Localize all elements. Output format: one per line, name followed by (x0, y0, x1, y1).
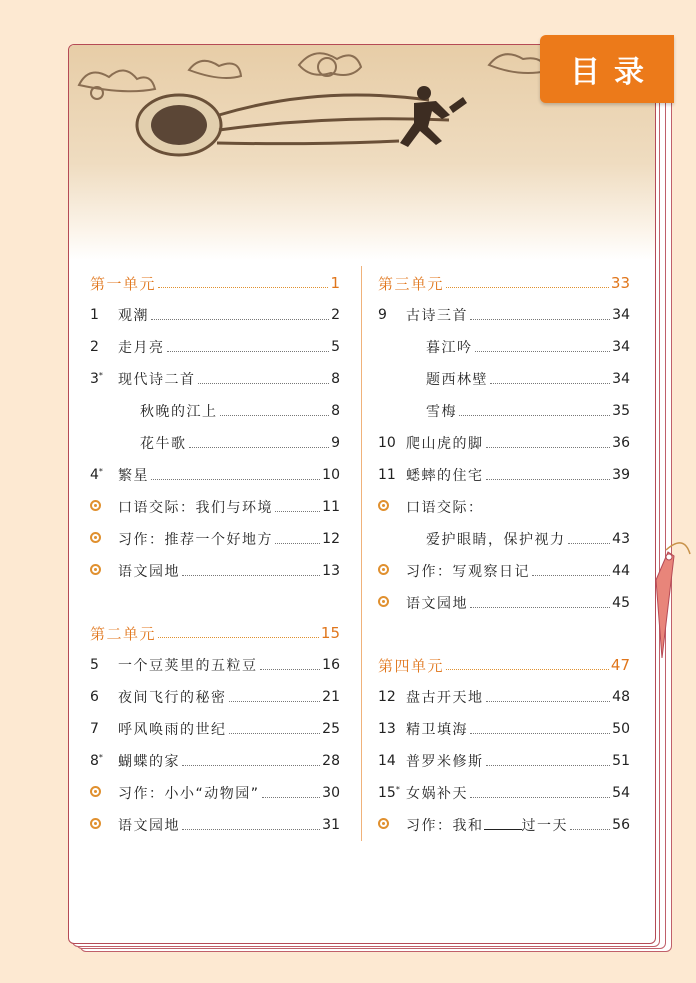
entry-number: 15* (378, 785, 400, 801)
section-gap (90, 587, 340, 617)
toc-right-column (378, 267, 630, 841)
dot-leader (198, 383, 330, 384)
entry-title: 爬山虎的脚 (406, 436, 484, 452)
toc-left-column (90, 267, 340, 841)
toc-entry[interactable] (90, 395, 340, 427)
entry-number (378, 499, 406, 515)
unit-label: 第二单元 (90, 624, 157, 643)
page-number: 34 (612, 371, 630, 387)
page-number: 50 (612, 721, 630, 737)
toc-title-tab (540, 35, 674, 103)
entry-title: 盘古开天地 (406, 690, 484, 706)
toc-entry[interactable] (378, 777, 630, 809)
toc-entry[interactable] (378, 395, 630, 427)
unit-label: 第一单元 (90, 274, 157, 293)
bullet-icon (378, 500, 389, 511)
toc-entry[interactable] (378, 555, 630, 587)
entry-number: 5 (90, 657, 99, 673)
dot-leader (570, 829, 610, 830)
entry-title: 语文园地 (118, 564, 180, 580)
dot-leader (446, 669, 609, 670)
entry-number: 9 (378, 307, 387, 323)
entry-title: 题西林壁 (426, 372, 488, 388)
entry-title: 爱护眼睛，保护视力 (426, 532, 566, 548)
entry-title: 语文园地 (406, 596, 468, 612)
page-number: 39 (612, 467, 630, 483)
page-number: 44 (612, 563, 630, 579)
dot-leader (189, 447, 330, 448)
entry-title: 古诗三首 (406, 308, 468, 324)
bookmark-ribbon-icon (652, 540, 696, 660)
unit-label: 第三单元 (378, 274, 445, 293)
section-gap (378, 619, 630, 649)
dot-leader (182, 575, 320, 576)
page-number: 34 (612, 339, 630, 355)
page-number: 5 (331, 339, 340, 355)
dot-leader (220, 415, 330, 416)
optional-star-icon: * (98, 371, 103, 380)
bullet-icon (90, 532, 101, 543)
entry-title: 女娲补天 (406, 786, 468, 802)
entry-title: 口语交际：我们与环境 (118, 500, 273, 516)
dot-leader (158, 287, 328, 288)
entry-number: 7 (90, 721, 99, 737)
fill-in-blank (484, 817, 522, 830)
toc-entry[interactable] (378, 713, 630, 745)
entry-title: 雪梅 (426, 404, 457, 420)
entry-number: 1 (90, 307, 99, 323)
bullet-icon (378, 564, 389, 575)
page-number: 10 (322, 467, 340, 483)
page-number: 30 (322, 785, 340, 801)
page-number: 51 (612, 753, 630, 769)
entry-number: 14 (378, 753, 396, 769)
page-number: 1 (330, 274, 340, 292)
toc-entry[interactable] (378, 331, 630, 363)
entry-title: 秋晚的江上 (140, 404, 218, 420)
entry-number: 13 (378, 721, 396, 737)
dot-leader (490, 383, 610, 384)
dot-leader (486, 447, 611, 448)
page-number: 13 (322, 563, 340, 579)
entry-title-part: 习作：我和 (406, 818, 484, 834)
dot-leader (470, 319, 610, 320)
page-number: 45 (612, 595, 630, 611)
bullet-icon (90, 818, 101, 829)
dot-leader (568, 543, 611, 544)
toc-entry[interactable] (90, 331, 340, 363)
entry-title: 蟋蟀的住宅 (406, 468, 484, 484)
entry-number (90, 563, 118, 579)
entry-title-part: 过一天 (521, 818, 568, 834)
toc-entry[interactable] (90, 459, 340, 491)
page-number: 25 (322, 721, 340, 737)
bullet-icon (90, 786, 101, 797)
page-number: 35 (612, 403, 630, 419)
entry-number: 11 (378, 467, 396, 483)
entry-number: 12 (378, 689, 396, 705)
optional-star-icon: * (395, 785, 400, 794)
toc-entry[interactable] (90, 649, 340, 681)
dot-leader (470, 733, 610, 734)
dot-leader (158, 637, 319, 638)
dot-leader (532, 575, 610, 576)
entry-number (378, 595, 406, 611)
column-divider (361, 266, 362, 841)
page-number: 8 (331, 403, 340, 419)
entry-title: 夜间飞行的秘密 (118, 690, 227, 706)
entry-number (90, 817, 118, 833)
dot-leader (275, 543, 320, 544)
toc-entry[interactable] (90, 809, 340, 841)
entry-title: 暮江吟 (426, 340, 473, 356)
dot-leader (486, 479, 611, 480)
page-number: 11 (322, 499, 340, 515)
page-number: 8 (331, 371, 340, 387)
entry-title: 繁星 (118, 468, 149, 484)
entry-number: 2 (90, 339, 99, 355)
unit-heading[interactable] (90, 267, 340, 299)
toc-entry[interactable] (90, 491, 340, 523)
entry-title: 呼风唤雨的世纪 (118, 722, 227, 738)
entry-title: 习作：推荐一个好地方 (118, 532, 273, 548)
dot-leader (229, 701, 321, 702)
dot-leader (470, 607, 610, 608)
page-number: 31 (322, 817, 340, 833)
dot-leader (182, 829, 320, 830)
page-title: 目录 (570, 55, 658, 90)
bullet-icon (90, 500, 101, 511)
bullet-icon (90, 564, 101, 575)
entry-title: 精卫填海 (406, 722, 468, 738)
toc-entry[interactable] (378, 363, 630, 395)
toc-entry[interactable] (90, 299, 340, 331)
dot-leader (275, 511, 320, 512)
unit-heading[interactable] (378, 649, 630, 681)
unit-heading[interactable] (90, 617, 340, 649)
unit-heading[interactable] (378, 267, 630, 299)
entry-title: 花牛歌 (140, 436, 187, 452)
entry-title: 习作：写观察日记 (406, 564, 530, 580)
entry-title: 现代诗二首 (118, 372, 196, 388)
entry-title: 观潮 (118, 308, 149, 324)
entry-number: 8* (90, 753, 103, 769)
entry-number: 6 (90, 689, 99, 705)
page-number: 34 (612, 307, 630, 323)
page-number: 56 (612, 817, 630, 833)
entry-number (378, 817, 406, 833)
dot-leader (167, 351, 330, 352)
entry-number: 10 (378, 435, 396, 451)
unit-label: 第四单元 (378, 656, 445, 675)
dot-leader (182, 765, 320, 766)
dot-leader (486, 701, 611, 702)
toc-entry[interactable] (90, 713, 340, 745)
dot-leader (470, 797, 610, 798)
page-number: 28 (322, 753, 340, 769)
dot-leader (446, 287, 609, 288)
page-number: 12 (322, 531, 340, 547)
dot-leader (262, 797, 321, 798)
entry-title: 语文园地 (118, 818, 180, 834)
entry-title: 口语交际： (406, 500, 484, 516)
page-number: 15 (320, 624, 340, 642)
toc-entry[interactable] (90, 681, 340, 713)
toc-entry[interactable] (378, 299, 630, 331)
page-number: 33 (610, 274, 630, 292)
page-number: 47 (610, 656, 630, 674)
page-number: 43 (612, 531, 630, 547)
page-number: 54 (612, 785, 630, 801)
toc-entry[interactable] (378, 681, 630, 713)
toc-entry[interactable] (378, 459, 630, 491)
bullet-icon (378, 818, 389, 829)
toc-entry[interactable] (378, 491, 630, 523)
entry-number (378, 563, 406, 579)
dot-leader (229, 733, 321, 734)
toc-entry[interactable] (90, 745, 340, 777)
dot-leader (151, 479, 320, 480)
entry-title (406, 815, 568, 835)
toc-entry[interactable] (378, 809, 630, 841)
dot-leader (486, 765, 611, 766)
dot-leader (151, 319, 329, 320)
entry-number: 4* (90, 467, 103, 483)
entry-number (90, 785, 118, 801)
optional-star-icon: * (98, 753, 103, 762)
toc-entry[interactable] (378, 427, 630, 459)
entry-number (90, 499, 118, 515)
entry-title: 走月亮 (118, 340, 165, 356)
page-number: 36 (612, 435, 630, 451)
toc-entry[interactable] (90, 427, 340, 459)
bullet-icon (378, 596, 389, 607)
entry-number: 3* (90, 371, 103, 387)
dot-leader (459, 415, 610, 416)
toc-entry[interactable] (378, 587, 630, 619)
entry-title: 普罗米修斯 (406, 754, 484, 770)
page-number: 21 (322, 689, 340, 705)
dot-leader (475, 351, 611, 352)
toc-entry[interactable] (90, 555, 340, 587)
page-number: 16 (322, 657, 340, 673)
optional-star-icon: * (98, 467, 103, 476)
page-number: 9 (331, 435, 340, 451)
entry-title: 习作：小小“动物园” (118, 786, 260, 802)
entry-title: 蝴蝶的家 (118, 754, 180, 770)
entry-title: 一个豆荚里的五粒豆 (118, 658, 258, 674)
entry-number (90, 531, 118, 547)
dot-leader (260, 669, 321, 670)
toc-entry[interactable] (90, 523, 340, 555)
page-number: 2 (331, 307, 340, 323)
toc-entry[interactable] (378, 745, 630, 777)
toc-entry[interactable] (378, 523, 630, 555)
toc-entry[interactable] (90, 777, 340, 809)
page-number: 48 (612, 689, 630, 705)
toc-entry[interactable] (90, 363, 340, 395)
